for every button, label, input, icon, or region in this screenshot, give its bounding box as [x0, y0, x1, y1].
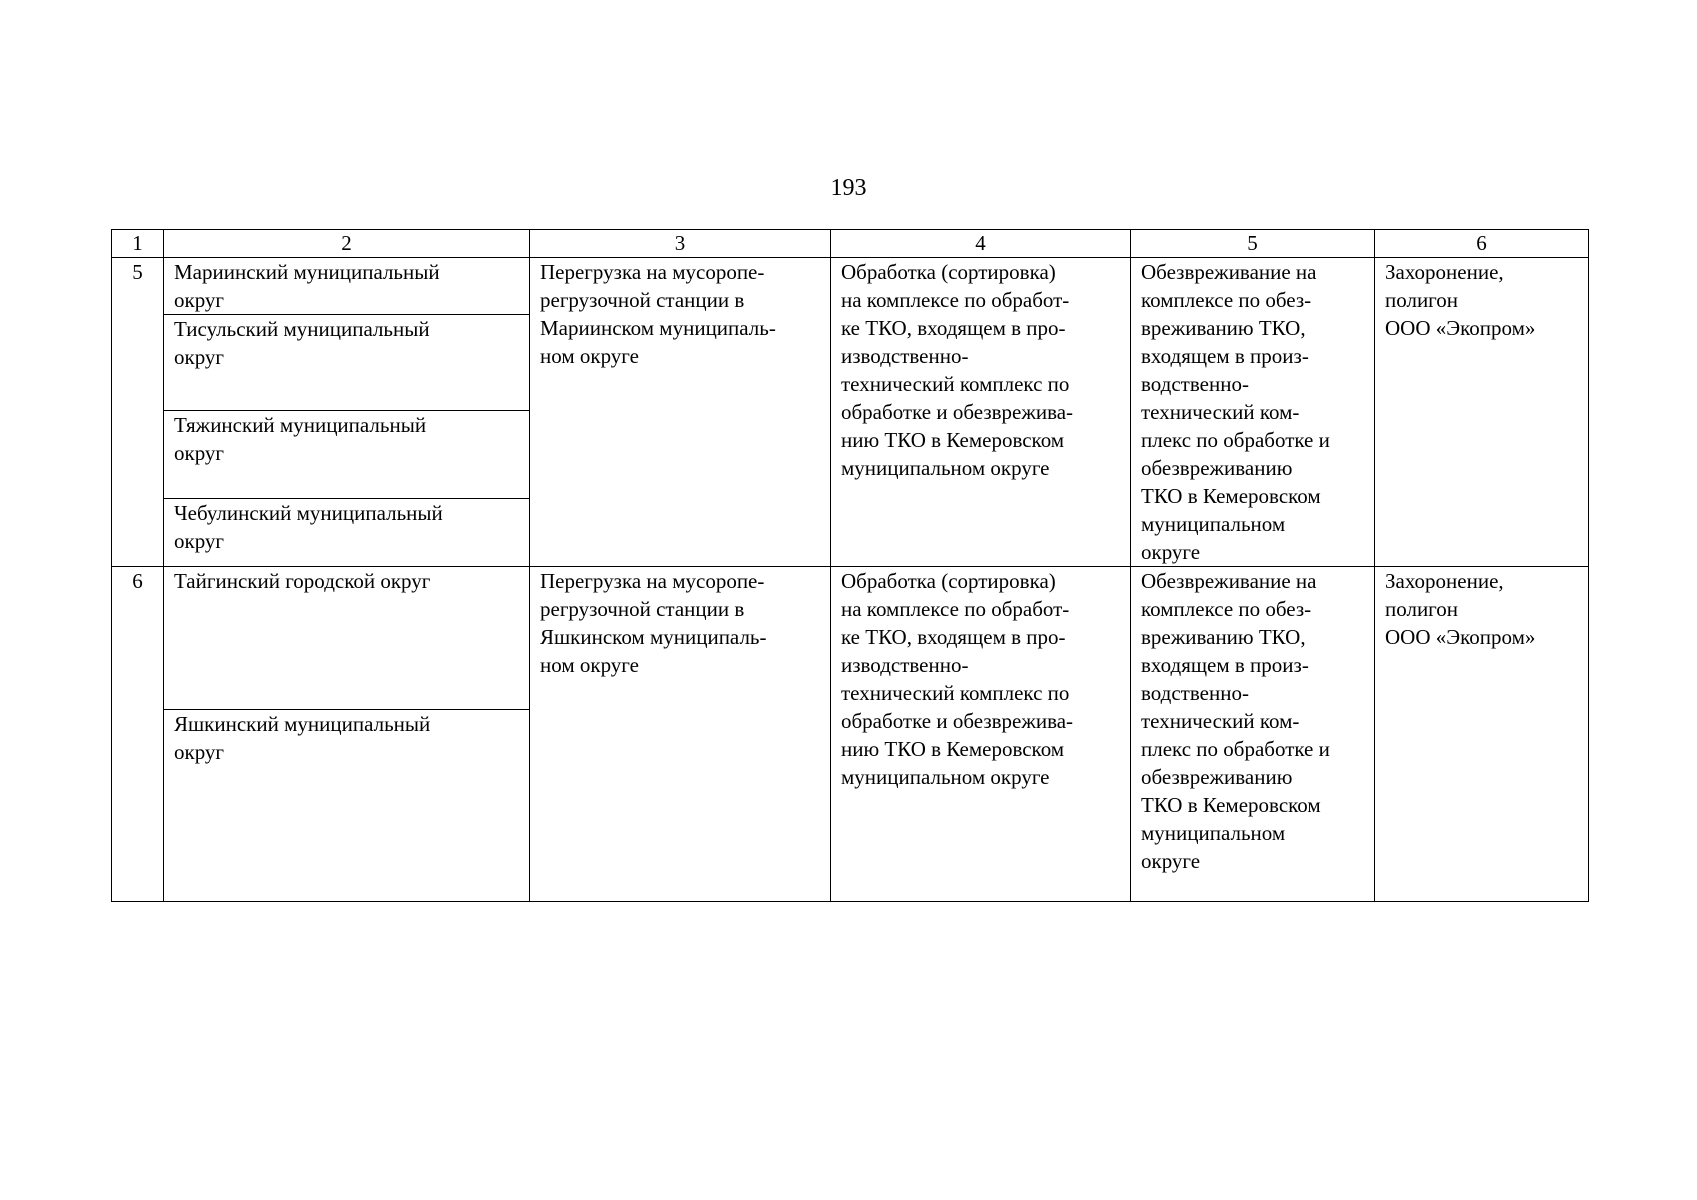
district-cell: Тайгинский городской округ: [164, 567, 530, 710]
table-header-row: [112, 230, 1589, 258]
header-cell-5: 5: [1131, 230, 1375, 258]
row-number: 5: [112, 258, 164, 567]
table-row: [112, 258, 1589, 315]
disposal-cell: Захоронение, полигон ООО «Экопром»: [1375, 258, 1589, 567]
row-number: 6: [112, 567, 164, 902]
header-cell-4: 4: [831, 230, 1131, 258]
waste-flow-table: [111, 229, 1589, 902]
transfer-cell: Перегрузка на мусоропе- регрузочной станции в Яшкинском муниципаль- ном округе: [530, 567, 831, 902]
header-cell-2: 2: [164, 230, 530, 258]
neutralization-cell: Обезвреживание на комплексе по обез- вреживанию ТКО, входящем в произ- водственно- технический ком- плекс по обработке и обезвреживанию ТКО в Кемеровском муниципальном округе: [1131, 258, 1375, 567]
transfer-cell: Перегрузка на мусоропе- регрузочной станции в Мариинском муниципаль- ном округе: [530, 258, 831, 567]
district-cell: Чебулинский муниципальный округ: [164, 498, 530, 566]
district-cell: Мариинский муниципальный округ: [164, 258, 530, 315]
page-number: 193: [830, 175, 867, 201]
district-cell: Яшкинский муниципальный округ: [164, 710, 530, 902]
header-cell-3: 3: [530, 230, 831, 258]
processing-cell: Обработка (сортировка) на комплексе по обработ- ке ТКО, входящем в про- изводственно- технический комплекс по обработке и обезврежива- нию ТКО в Кемеровском муниципальном округе: [831, 258, 1131, 567]
table-row: [112, 567, 1589, 710]
processing-cell: Обработка (сортировка) на комплексе по обработ- ке ТКО, входящем в про- изводственно- технический комплекс по обработке и обезврежива- нию ТКО в Кемеровском муниципальном округе: [831, 567, 1131, 902]
header-cell-1: 1: [112, 230, 164, 258]
district-cell: Тисульский муниципальный округ: [164, 315, 530, 411]
disposal-cell: Захоронение, полигон ООО «Экопром»: [1375, 567, 1589, 902]
neutralization-cell: Обезвреживание на комплексе по обез- вреживанию ТКО, входящем в произ- водственно- технический ком- плекс по обработке и обезвреживанию ТКО в Кемеровском муниципальном округе: [1131, 567, 1375, 902]
district-cell: Тяжинский муниципальный округ: [164, 411, 530, 498]
header-cell-6: 6: [1375, 230, 1589, 258]
